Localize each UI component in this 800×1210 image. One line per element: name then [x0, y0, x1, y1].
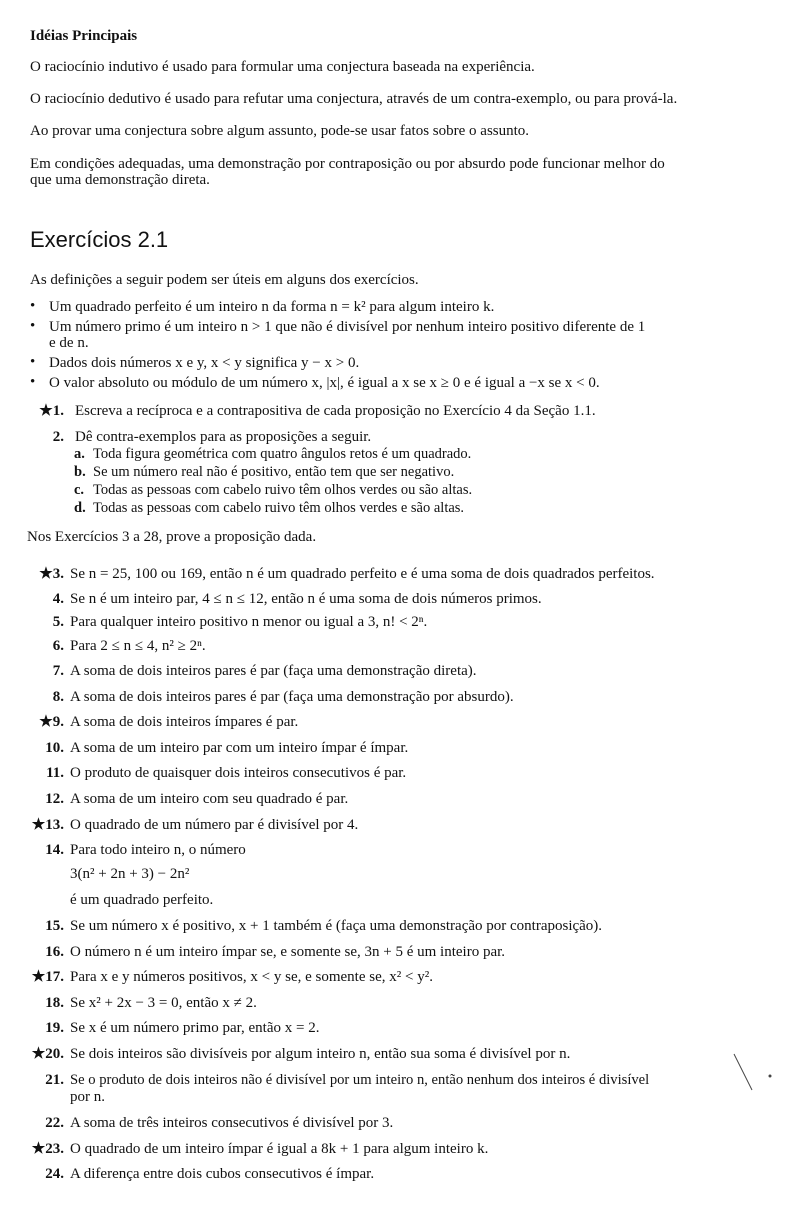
sub-item-text: Se um número real não é positivo, então tem que ser negativo.: [93, 464, 455, 480]
exercise-number: ★3.: [39, 566, 64, 582]
exercise-number: 21.: [45, 1072, 64, 1088]
exercise-text: O produto de quaisquer dois inteiros consecutivos é par.: [70, 765, 407, 781]
exercise-number: 4.: [52, 591, 64, 607]
prove-intro: Nos Exercícios 3 a 28, prove a proposição dada.: [27, 529, 317, 545]
bullet-icon: •: [30, 318, 36, 334]
exercise-text: A soma de dois inteiros pares é par (faça uma demonstração direta).: [70, 663, 477, 679]
exercise-number: ★9.: [39, 714, 64, 730]
exercise-text: Se um número x é positivo, x + 1 também é (faça uma demonstração por contraposição).: [70, 918, 603, 934]
main-idea-2: O raciocínio dedutivo é usado para refutar uma conjectura, através de um contra-exemplo, ou para prová-la.: [30, 91, 678, 107]
main-idea-3: Ao provar uma conjectura sobre algum assunto, pode-se usar fatos sobre o assunto.: [30, 123, 530, 139]
exercise-text: A diferença entre dois cubos consecutivos é ímpar.: [70, 1166, 375, 1182]
sub-item-letter: b.: [74, 464, 86, 480]
exercise-text: A soma de dois inteiros ímpares é par.: [70, 714, 299, 730]
exercise-number: 8.: [52, 689, 64, 705]
main-idea-1: O raciocínio indutivo é usado para formular uma conjectura baseada na experiência.: [30, 59, 535, 75]
exercise-number: 16.: [45, 944, 64, 960]
exercise-text: Para qualquer inteiro positivo n menor ou igual a 3, n! < 2ⁿ.: [70, 614, 428, 630]
definition-prime: Um número primo é um inteiro n > 1 que não é divisível por nenhum inteiro positivo diferente de 1: [49, 319, 646, 335]
exercise-number: 12.: [45, 791, 64, 807]
exercise-number: 11.: [46, 765, 64, 781]
definition-less-than: Dados dois números x e y, x < y significa y − x > 0.: [49, 355, 360, 371]
exercise-text: Se n é um inteiro par, 4 ≤ n ≤ 12, então n é uma soma de dois números primos.: [70, 591, 542, 607]
exercise-text: Escreva a recíproca e a contrapositiva de cada proposição no Exercício 4 da Seção 1.1.: [75, 403, 596, 419]
exercise-number: ★20.: [31, 1046, 64, 1062]
exercise-text: Se o produto de dois inteiros não é divisível por um inteiro n, então nenhum dos inteiros é divisível: [70, 1072, 650, 1088]
section-title: Exercícios 2.1: [30, 227, 169, 252]
exercise-text: Para todo inteiro n, o número: [70, 842, 246, 858]
exercise-number: 2.: [52, 429, 64, 445]
exercise-text: Para 2 ≤ n ≤ 4, n² ≥ 2ⁿ.: [70, 638, 206, 654]
definition-perfect-square: Um quadrado perfeito é um inteiro n da forma n = k² para algum inteiro k.: [49, 299, 495, 315]
exercise-number: ★13.: [31, 817, 64, 833]
exercise-number: ★17.: [31, 969, 64, 985]
sub-item-text: Todas as pessoas com cabelo ruivo têm olhos verdes ou são altas.: [93, 482, 473, 498]
exercise-text: Para x e y números positivos, x < y se, e somente se, x² < y².: [70, 969, 433, 985]
exercise-text: Se n = 25, 100 ou 169, então n é um quadrado perfeito e é uma soma de dois quadrados perfeitos.: [70, 566, 655, 582]
sub-item-text: Todas as pessoas com cabelo ruivo têm olhos verdes e são altas.: [93, 500, 465, 516]
exercise-text: O quadrado de um inteiro ímpar é igual a 8k + 1 para algum inteiro k.: [70, 1141, 489, 1157]
exercise-text: O número n é um inteiro ímpar se, e somente se, 3n + 5 é um inteiro par.: [70, 944, 506, 960]
exercise-14-formula: 3(n² + 2n + 3) − 2n²: [70, 866, 190, 882]
exercise-number: 10.: [45, 740, 64, 756]
exercise-text: Se x é um número primo par, então x = 2.: [70, 1020, 320, 1036]
exercise-text: Se x² + 2x − 3 = 0, então x ≠ 2.: [70, 995, 257, 1011]
exercise-number: 19.: [45, 1020, 64, 1036]
exercise-21-cont: por n.: [70, 1089, 105, 1105]
exercise-text: A soma de dois inteiros pares é par (faça uma demonstração por absurdo).: [70, 689, 514, 705]
exercise-text: O quadrado de um número par é divisível por 4.: [70, 817, 359, 833]
exercise-number: 15.: [45, 918, 64, 934]
section-intro: As definições a seguir podem ser úteis em alguns dos exercícios.: [30, 272, 419, 288]
scan-dot: [766, 1072, 776, 1082]
exercise-text: A soma de um inteiro com seu quadrado é par.: [70, 791, 349, 807]
definition-absolute-value: O valor absoluto ou módulo de um número x, |x|, é igual a x se x ≥ 0 e é igual a −x se x < 0.: [49, 375, 600, 391]
exercise-text: A soma de três inteiros consecutivos é divisível por 3.: [70, 1115, 394, 1131]
exercise-number: 22.: [45, 1115, 64, 1131]
exercise-text: A soma de um inteiro par com um inteiro ímpar é ímpar.: [70, 740, 409, 756]
main-idea-4-cont: que uma demonstração direta.: [30, 172, 210, 188]
exercise-number: ★23.: [31, 1141, 64, 1157]
exercise-text: Se dois inteiros são divisíveis por algum inteiro n, então sua soma é divisível por n.: [70, 1046, 571, 1062]
exercise-text: Dê contra-exemplos para as proposições a seguir.: [75, 429, 372, 445]
exercise-number: 14.: [45, 842, 64, 858]
exercise-number: ★1.: [39, 403, 64, 419]
main-idea-4: Em condições adequadas, uma demonstração por contraposição ou por absurdo pode funcionar melhor do: [30, 156, 665, 172]
bullet-icon: •: [30, 374, 36, 390]
sub-item-letter: d.: [74, 500, 86, 516]
exercise-number: 5.: [52, 614, 64, 630]
sub-item-text: Toda figura geométrica com quatro ângulos retos é um quadrado.: [93, 446, 472, 462]
main-ideas-heading: Idéias Principais: [30, 28, 138, 44]
exercise-14-tail: é um quadrado perfeito.: [70, 892, 214, 908]
definition-prime-cont: e de n.: [49, 335, 89, 351]
sub-item-letter: c.: [74, 482, 85, 498]
scan-mark: [730, 1050, 760, 1100]
bullet-icon: •: [30, 298, 36, 314]
bullet-icon: •: [30, 354, 36, 370]
sub-item-letter: a.: [74, 446, 85, 462]
exercise-number: 7.: [52, 663, 64, 679]
exercise-number: 6.: [52, 638, 64, 654]
exercise-number: 24.: [45, 1166, 64, 1182]
exercise-number: 18.: [45, 995, 64, 1011]
